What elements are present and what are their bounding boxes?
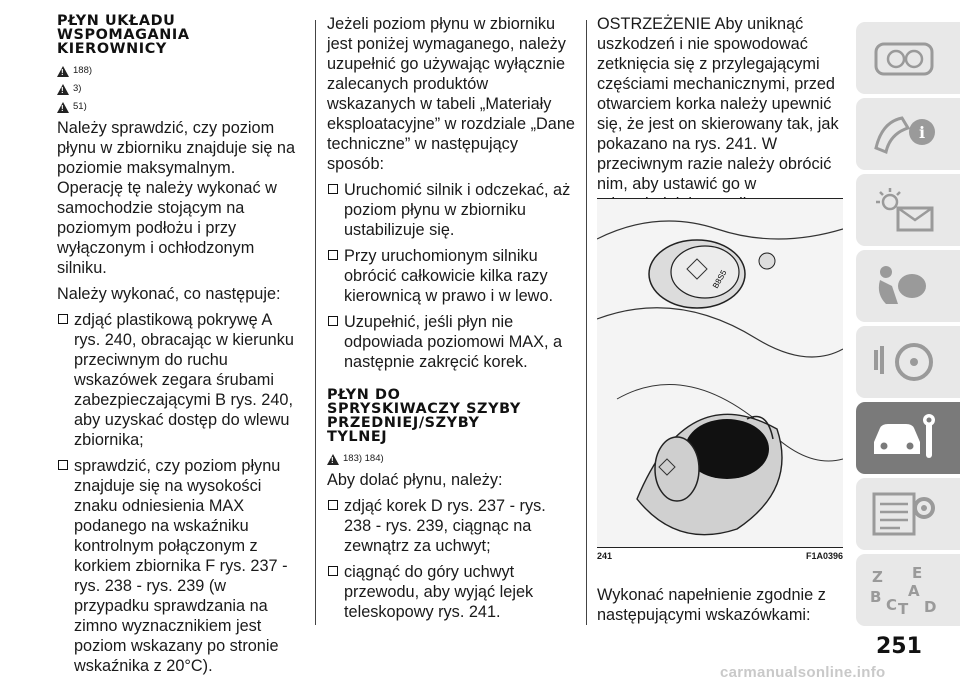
list-item: zdjąć korek D rys. 237 - rys. 238 - rys. 239, ciągnąc na zewnątrz za uchwyt; <box>327 496 577 556</box>
svg-text:E: E <box>912 564 923 582</box>
warning-icon <box>57 102 69 113</box>
svg-text:D: D <box>924 598 937 616</box>
tab-index[interactable] <box>856 554 960 626</box>
index-letters-icon <box>868 564 940 616</box>
checkbox-bullet-icon <box>58 314 68 324</box>
settings-list-icon <box>868 488 940 540</box>
column-2 <box>327 14 577 628</box>
svg-text:A: A <box>908 582 920 600</box>
checkbox-bullet-icon <box>328 500 338 510</box>
figure-number: 241 <box>597 551 613 561</box>
paragraph: Aby dolać płynu, należy: <box>327 471 503 489</box>
chapter-sidebar <box>856 22 960 632</box>
column-divider-2 <box>586 20 587 625</box>
warning-paragraph: OSTRZEŻENIE Aby uniknąć uszkodzeń i nie spowodować zetknięcia się z przylegającymi częściami mechanicznymi, przed otwarciem korka należy upewnić się, że jest on skierowany tak, jak pokazano na rys. 241. W przeciwnym razie należy obrócić nim, aby ustawić go w <box>597 15 839 193</box>
column-3 <box>597 14 845 220</box>
column-divider-1 <box>315 20 316 625</box>
checkbox-bullet-icon <box>328 316 338 326</box>
checkbox-bullet-icon <box>328 566 338 576</box>
warning-ref: ! 51) <box>57 98 301 116</box>
warning-icon <box>327 454 339 465</box>
figure-code: F1A0396 <box>805 551 843 561</box>
tab-steering[interactable] <box>856 326 960 398</box>
tab-dashboard[interactable] <box>856 22 960 94</box>
tab-info[interactable] <box>856 98 960 170</box>
list-item: Uruchomić silnik i odczekać, aż poziom płynu w zbiorniku ustabilizuje się. <box>327 180 577 240</box>
tab-car-service[interactable] <box>856 402 960 474</box>
checkbox-bullet-icon <box>328 250 338 260</box>
tab-settings-list[interactable] <box>856 478 960 550</box>
svg-text:C: C <box>886 596 898 614</box>
list-item: sprawdzić, czy poziom płynu znajduje się na wysokości znaku odniesienia MAX podanego na wskaźniku kontrolnym połączonym z korkiem zbiornika F rys. 237 - rys. 238 - rys. 239 (w przypadku sprawdzania na zimno wyznacznikiem jest poziom wskazany po stronie wskaźnika z 20°C). <box>57 456 301 676</box>
checkbox-bullet-icon <box>58 460 68 470</box>
warning-ref: ! 188) <box>57 62 301 80</box>
cap-label: B8S5 <box>710 268 729 290</box>
warning-ref: ! 183) 184) <box>327 450 577 468</box>
warning-ref: ! 3) <box>57 80 301 98</box>
figure-caption <box>597 551 843 561</box>
page-number: 251 <box>876 634 922 659</box>
checkbox-bullet-icon <box>328 184 338 194</box>
car-service-icon <box>868 412 940 464</box>
warning-icon <box>57 66 69 77</box>
figure-241 <box>597 198 843 564</box>
svg-text:T: T <box>898 600 909 616</box>
column-3-after <box>597 583 845 631</box>
list-item: ciągnąć do góry uchwyt przewodu, aby wyjąć lejek teleskopowy rys. 241. <box>327 562 577 622</box>
section-title-power-steering: PŁYN UKŁADU WSPOMAGANIA KIEROWNICY <box>57 13 190 57</box>
warning-icon <box>57 84 69 95</box>
dashboard-icon <box>868 32 940 84</box>
tab-lights-mail[interactable] <box>856 174 960 246</box>
watermark: carmanualsonline.info <box>720 664 886 681</box>
steering-icon <box>868 336 940 388</box>
lights-mail-icon <box>868 184 940 236</box>
tab-airbag[interactable] <box>856 250 960 322</box>
svg-text:i: i <box>919 123 926 142</box>
list-item: Uzupełnić, jeśli płyn nie odpowiada poziomowi MAX, a następnie zakręcić korek. <box>327 312 577 372</box>
paragraph: Jeżeli poziom płynu w zbiorniku jest poniżej wymaganego, należy uzupełnić go używając wyłącznie zalecanych produktów wskazanych w tabeli „Materiały eksploatacyjne” w rozdziale „Dane techniczne” w następujący sposób: <box>327 15 575 173</box>
paragraph: Należy sprawdzić, czy poziom płynu w zbiorniku znajduje się na poziomie maksymalnym. Operację tę należy wykonać w samochodzie stojącym na poziomym podłożu i przy wyłączonym i ochłodzonym silniku. <box>57 119 296 277</box>
list-item: zdjąć plastikową pokrywę A rys. 240, obracając w kierunku przeciwnym do ruchu wskazówek zegara śrubami zabezpieczającymi B rys. 240, aby uzyskać dostęp do wlewu zbiornika; <box>57 310 301 450</box>
svg-text:Z: Z <box>872 568 883 586</box>
info-icon <box>868 108 940 160</box>
paragraph: Należy wykonać, co następuje: <box>57 285 281 303</box>
washer-cap-illustration <box>597 199 843 548</box>
airbag-icon <box>868 260 940 312</box>
figure-illustration <box>597 198 843 548</box>
paragraph: Wykonać napełnienie zgodnie z następującymi wskazówkami: <box>597 586 826 624</box>
list-item: Przy uruchomionym silniku obrócić całkowicie kilka razy kierownicą w prawo i w lewo. <box>327 246 577 306</box>
svg-text:B: B <box>870 588 882 606</box>
column-1 <box>57 14 301 682</box>
section-title-washer-fluid: PŁYN DO SPRYSKIWACZY SZYBY PRZEDNIEJ/SZYBY TYLNEJ <box>327 387 521 445</box>
